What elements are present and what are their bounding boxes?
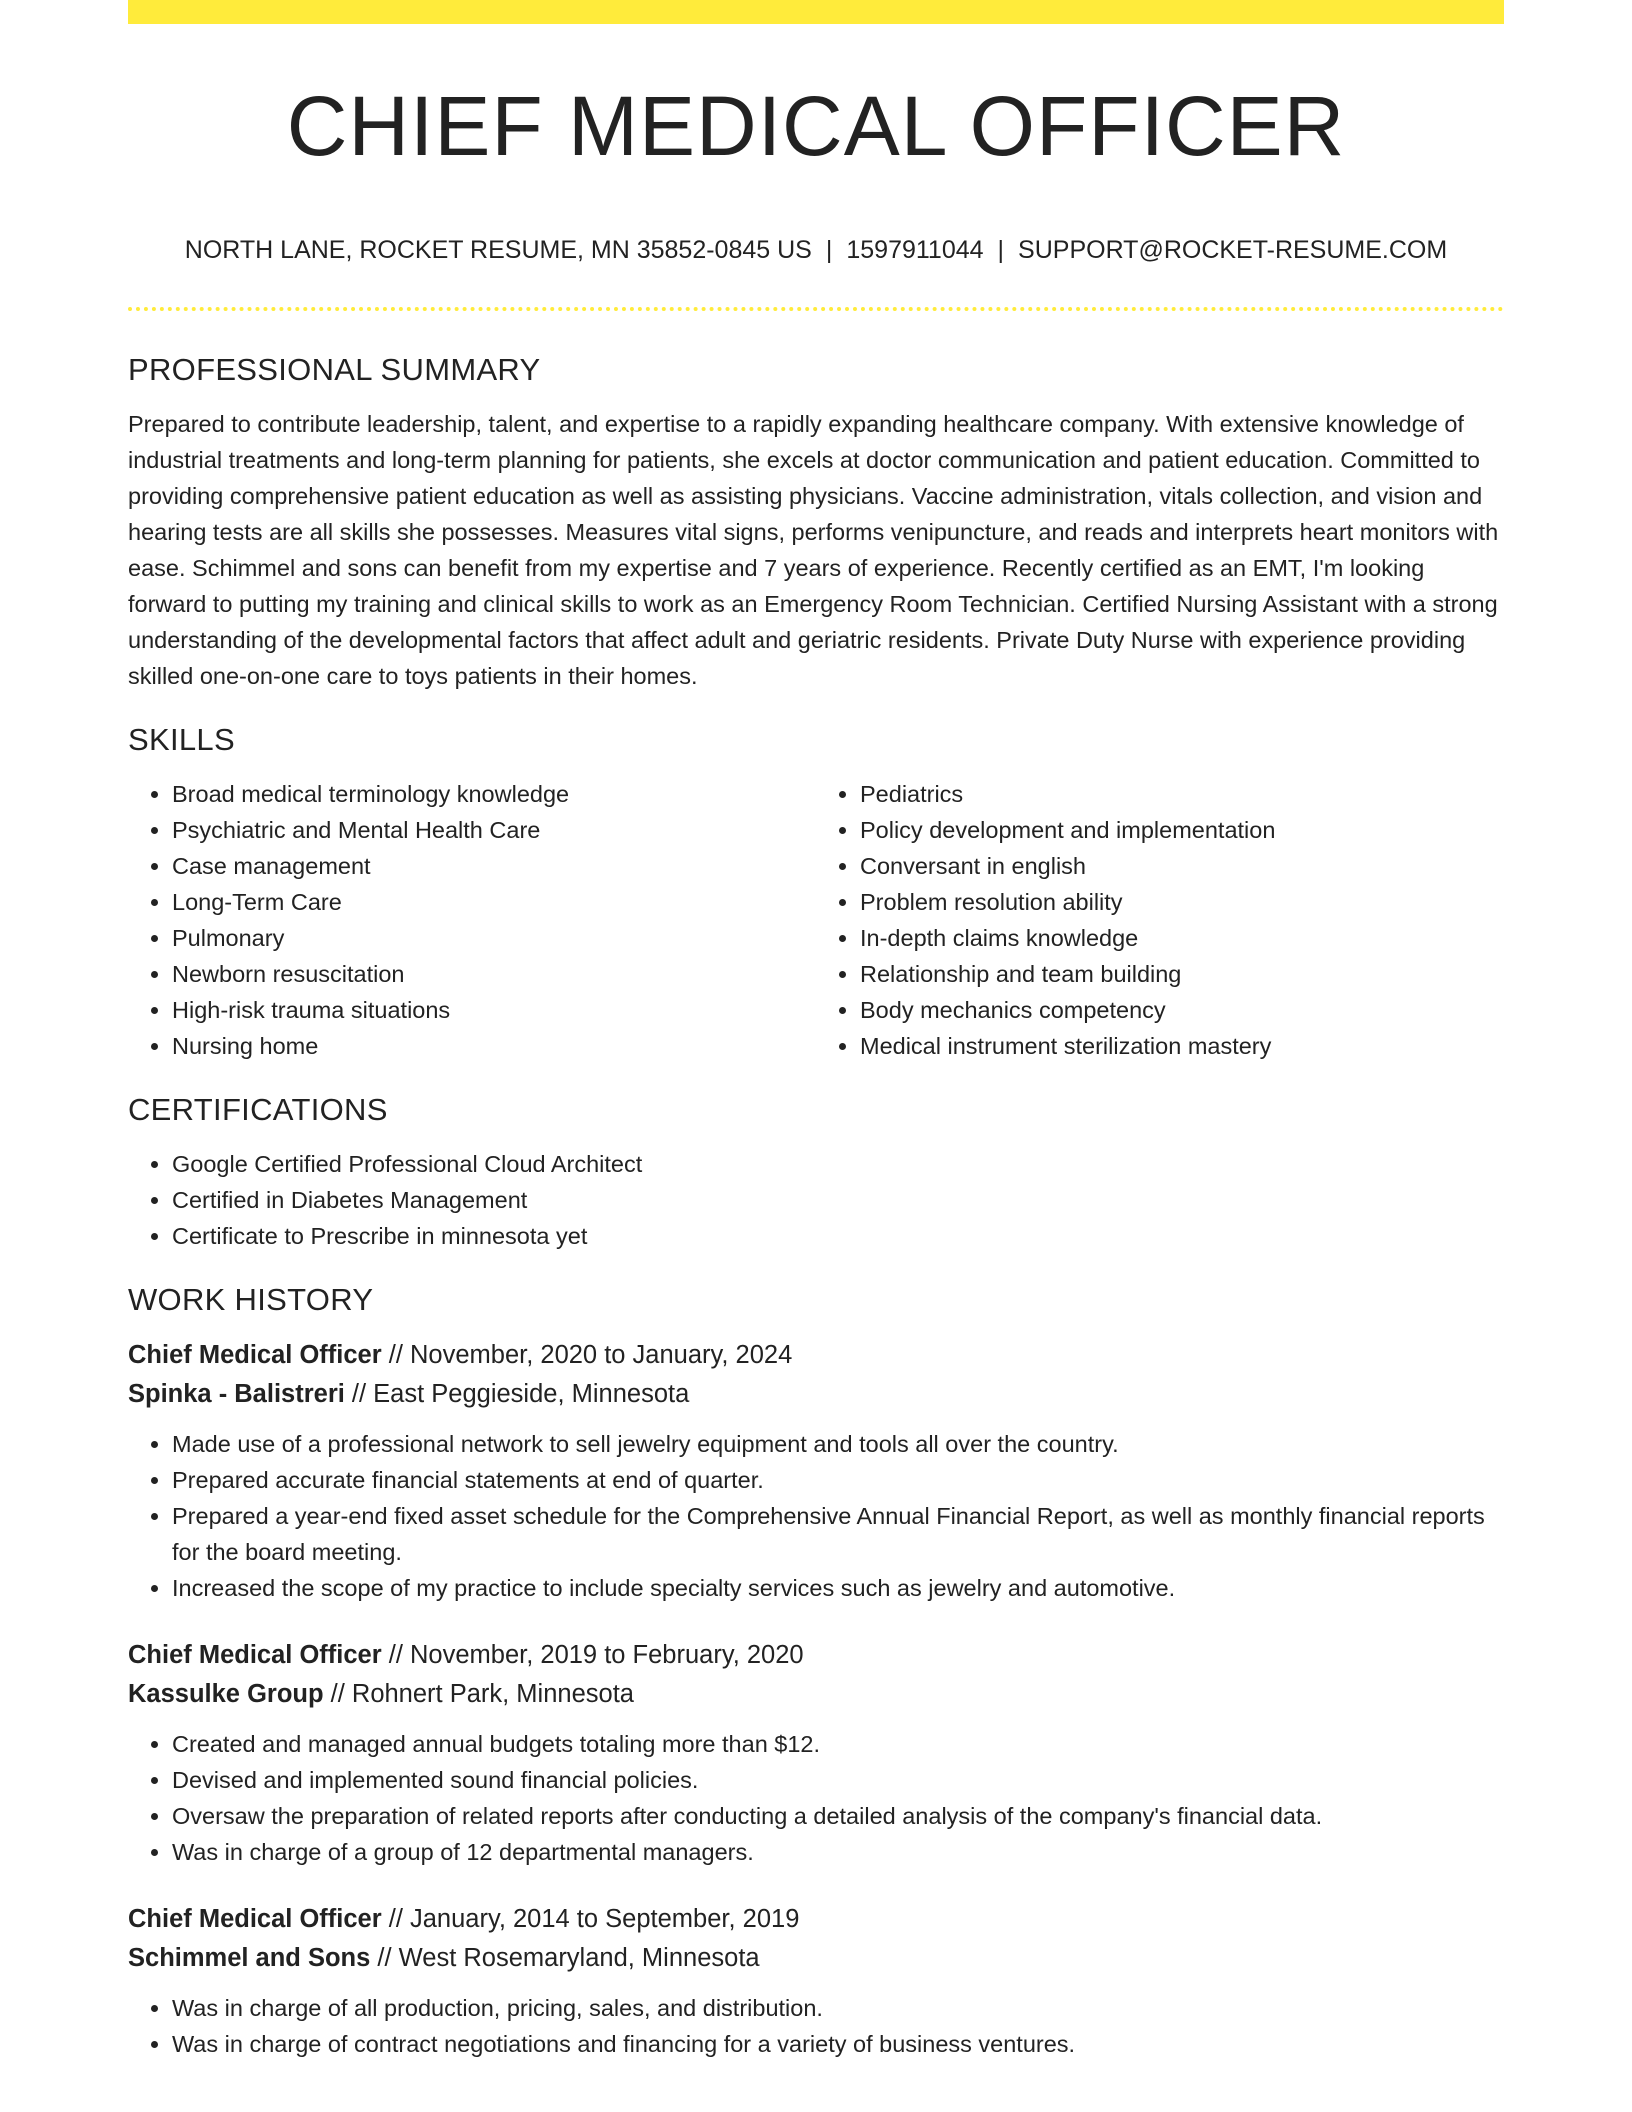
job-dates: // November, 2019 to February, 2020 — [381, 1641, 804, 1669]
job-bullet: • Oversaw the preparation of related reports after conducting a detailed analysis of the company's financial data. — [172, 1798, 1504, 1834]
job-company-line — [128, 1375, 1504, 1414]
job-bullet: • Prepared a year-end fixed asset schedule for the Comprehensive Annual Financial Report, as well as monthly financial reports for the board meeting. — [172, 1498, 1504, 1570]
skill-item: • Psychiatric and Mental Health Care — [172, 812, 816, 848]
job-bullet: • Was in charge of all production, pricing, sales, and distribution. — [172, 1990, 1504, 2026]
job-bullet: • Made use of a professional network to sell jewelry equipment and tools all over the country. — [172, 1426, 1504, 1462]
contact-separator: | — [997, 236, 1005, 264]
job-bullet: • Was in charge of a group of 12 departmental managers. — [172, 1834, 1504, 1870]
contact-separator: | — [825, 236, 833, 264]
summary-text: Prepared to contribute leadership, talent, and expertise to a rapidly expanding healthcare company. With extensive knowledge of industrial treatments and long-term planning for patients, she excels at doctor communication and patient education. Committed to providing comprehensive patient education as well as assisting physicians. Vaccine administration, vitals collection, and vision and hearing tests are all skills she possesses. Measures vital signs, performs venipuncture, and reads and interprets heart monitors with ease. Schimmel and sons can benefit from my expertise and 7 years of experience. Recently certified as an EMT, I'm looking forward to putting my training and clinical skills to work as an Emergency Room Technician. Certified Nursing Assistant with a strong understanding of the developmental factors that affect adult and geriatric residents. Private Duty Nurse with experience providing skilled one-on-one care to toys patients in their homes. — [128, 411, 1499, 689]
certification-item: • Certificate to Prescribe in minnesota yet — [172, 1218, 1504, 1254]
job-bullets — [128, 1990, 1504, 2062]
skill-item: • Long-Term Care — [172, 884, 816, 920]
job-bullet: • Increased the scope of my practice to include specialty services such as jewelry and automotive. — [172, 1570, 1504, 1606]
job-company: Kassulke Group — [128, 1680, 324, 1708]
job-company: Spinka - Balistreri — [128, 1380, 345, 1408]
contact-address: NORTH LANE, ROCKET RESUME, MN 35852-0845 US — [184, 236, 812, 264]
skill-item: • Relationship and team building — [860, 956, 1504, 992]
skills-left-list — [128, 776, 816, 1064]
job-title: Chief Medical Officer — [128, 1905, 382, 1933]
job-title-line — [128, 1900, 1504, 1939]
skill-item: • Conversant in english — [860, 848, 1504, 884]
resume-title: CHIEF MEDICAL OFFICER — [286, 79, 1346, 173]
job-location: // West Rosemaryland, Minnesota — [370, 1944, 760, 1972]
skill-item: • Medical instrument sterilization mastery — [860, 1028, 1504, 1064]
skill-item: • High-risk trauma situations — [172, 992, 816, 1028]
contact-phone: 1597911044 — [846, 236, 984, 264]
skill-item: • Nursing home — [172, 1028, 816, 1064]
job-entry — [128, 1336, 1504, 1606]
job-bullets — [128, 1726, 1504, 1870]
job-dates: // November, 2020 to January, 2024 — [381, 1341, 793, 1369]
skill-item: • In-depth claims knowledge — [860, 920, 1504, 956]
summary-section — [128, 352, 1504, 694]
skill-item: • Body mechanics competency — [860, 992, 1504, 1028]
contact-email: SUPPORT@ROCKET-RESUME.COM — [1018, 236, 1448, 264]
certifications-heading: CERTIFICATIONS — [128, 1092, 388, 1127]
job-bullet: • Devised and implemented sound financial policies. — [172, 1762, 1504, 1798]
header-divider — [128, 307, 1504, 311]
skill-item: • Newborn resuscitation — [172, 956, 816, 992]
job-bullet: • Created and managed annual budgets totaling more than $12. — [172, 1726, 1504, 1762]
job-title-line — [128, 1336, 1504, 1375]
skill-item: • Policy development and implementation — [860, 812, 1504, 848]
skills-columns — [128, 776, 1504, 1064]
work-history-heading: WORK HISTORY — [128, 1282, 374, 1317]
skill-item: • Problem resolution ability — [860, 884, 1504, 920]
job-entry — [128, 1900, 1504, 2062]
certifications-section — [128, 1092, 1504, 1254]
skills-right-list — [816, 776, 1504, 1064]
job-title: Chief Medical Officer — [128, 1341, 382, 1369]
job-title: Chief Medical Officer — [128, 1641, 382, 1669]
job-bullet: • Prepared accurate financial statements at end of quarter. — [172, 1462, 1504, 1498]
top-accent-bar — [128, 0, 1504, 24]
job-title-line — [128, 1636, 1504, 1675]
job-bullet: • Was in charge of contract negotiations and financing for a variety of business ventures. — [172, 2026, 1504, 2062]
job-company-line — [128, 1675, 1504, 1714]
certification-item: • Certified in Diabetes Management — [172, 1182, 1504, 1218]
job-bullets — [128, 1426, 1504, 1606]
skills-section — [128, 722, 1504, 1064]
skill-item: • Pediatrics — [860, 776, 1504, 812]
job-company-line — [128, 1939, 1504, 1978]
job-location: // East Peggieside, Minnesota — [344, 1380, 690, 1408]
resume-content — [128, 352, 1504, 2092]
summary-heading: PROFESSIONAL SUMMARY — [128, 352, 541, 387]
work-history-section — [128, 1282, 1504, 2062]
skill-item: • Case management — [172, 848, 816, 884]
skills-heading: SKILLS — [128, 722, 235, 757]
certifications-list — [128, 1146, 1504, 1254]
job-location: // Rohnert Park, Minnesota — [323, 1680, 634, 1708]
skill-item: • Broad medical terminology knowledge — [172, 776, 816, 812]
certification-item: • Google Certified Professional Cloud Architect — [172, 1146, 1504, 1182]
skill-item: • Pulmonary — [172, 920, 816, 956]
job-entry — [128, 1636, 1504, 1870]
contact-line — [128, 236, 1504, 265]
job-company: Schimmel and Sons — [128, 1944, 371, 1972]
job-dates: // January, 2014 to September, 2019 — [381, 1905, 800, 1933]
